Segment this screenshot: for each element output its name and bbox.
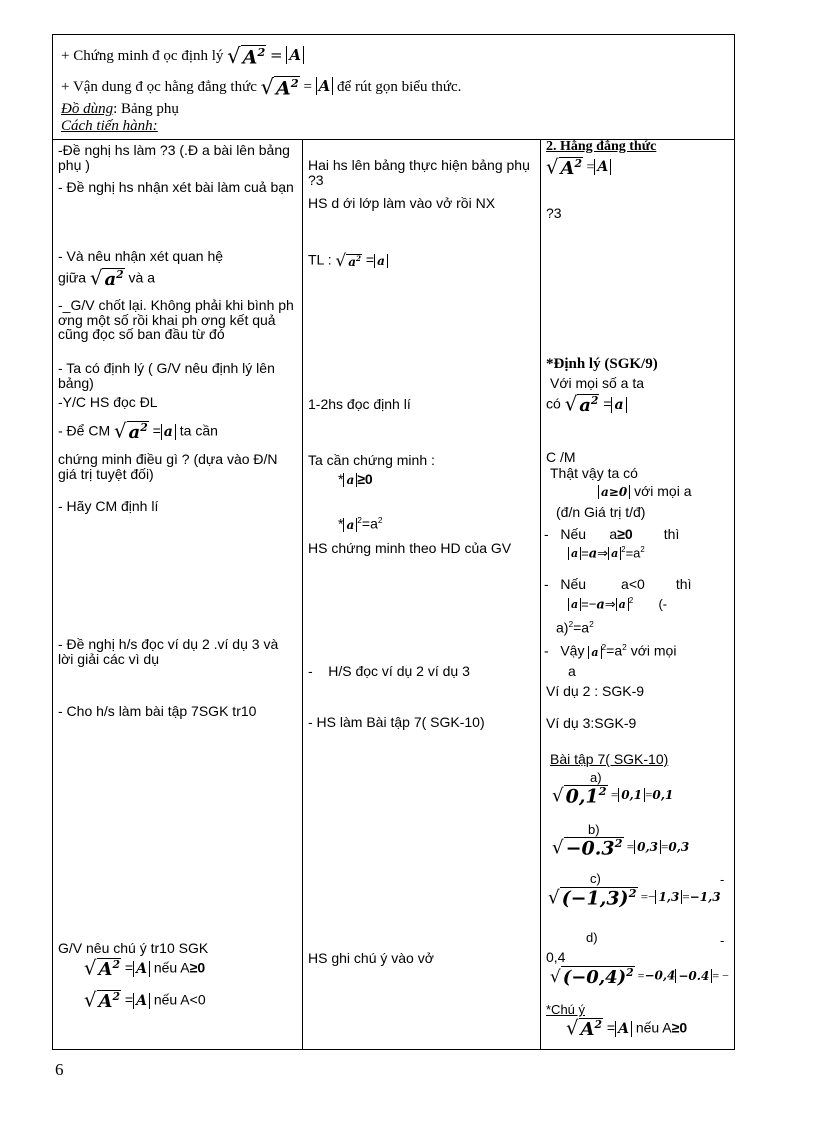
proof-text: (đ/n Giá trị t/đ) <box>556 504 646 520</box>
exercise-answer: √ $-0.3^2 = 0,3 =0,3$ <box>552 836 690 860</box>
proof-label: C /M <box>546 449 576 465</box>
note-formula: √ $A^2 = A$ nếu A≥0 <box>566 1016 688 1040</box>
theorem-formula: có √ $a^2 = a$ <box>546 394 627 416</box>
example-ref: Ví dụ 3:SGK-9 <box>546 715 637 731</box>
column-divider <box>302 139 303 1050</box>
teacher-step: -_G/V chốt lại. Không phải khi bình ph ơng một số rồi khai ph ơng kết quả cũng đọc số ban đầu từ đó <box>58 297 294 343</box>
sqrt-formula: √ $A^2$ <box>227 44 266 69</box>
tools-line: Đồ dùng: Bảng phụ <box>61 101 179 118</box>
student-step: * a $^2=a^2$ <box>338 515 383 532</box>
student-step: TL : √ $a^2 = a$ <box>308 252 388 270</box>
student-step: Hai hs lên bảng thực hiện bảng phụ ?3 <box>308 157 530 188</box>
page-number: 6 <box>55 1060 64 1079</box>
header-line-2: + Vận dung đ ọc hằng đẳng thức √ $A^2 = A$ để rút gọn biểu thức. <box>61 75 462 100</box>
proof-case: a =a⇒ a $^2=a^2$ <box>568 546 645 561</box>
teacher-step: -Y/C HS đọc ĐL <box>58 394 158 410</box>
student-step: - HS làm Bài tập 7( SGK-10) <box>308 714 485 730</box>
proof-case: - Nếu a≥0 thì <box>544 526 680 542</box>
theorem-text: Với mọi số a ta <box>550 375 644 391</box>
exercise-part: b) <box>588 822 600 837</box>
section-title: 2. Hằng đẳng thức <box>546 139 657 154</box>
proof-conclusion: a <box>568 663 576 679</box>
proof-case: a =−a⇒ a $^2$ (- <box>568 597 667 612</box>
example-ref: Ví dụ 2 : SGK-9 <box>546 683 645 699</box>
student-step: 1-2hs đọc định lí <box>308 396 411 412</box>
sqrt-formula: √ $A^2$ <box>260 75 299 100</box>
theorem-title: *Định lý (SGK/9) <box>546 356 658 372</box>
student-step: * a ≥0 <box>338 471 373 487</box>
note-formula: √ $A^2 = A$ nếu A≥0 <box>84 956 206 980</box>
teacher-step: giữa √ $a^2$ và a <box>58 266 155 290</box>
exercise-dash: - <box>720 933 725 948</box>
note-title: *Chú ý <box>546 1002 586 1017</box>
exercise-part: c) <box>590 871 601 886</box>
proof-case: $a)^2=a^2$ <box>556 619 594 636</box>
student-step: HS ghi chú ý vào vở <box>308 950 434 966</box>
exercise-dash: - <box>720 872 725 887</box>
student-step: HS chứng minh theo HD của GV <box>308 540 512 556</box>
teacher-step: - Để CM √ $a^2 = a$ ta cần <box>58 419 218 443</box>
exercise-answer: √ $(-1,3)^2 =- 1,3 =-1,3$ <box>548 886 721 910</box>
teacher-step: -Đề nghị hs làm ?3 (.Đ a bài lên bảng phụ ) <box>58 142 290 173</box>
note-formula: √ $A^2 = A$ nếu A<0 <box>84 988 206 1012</box>
method-label: Cách tiến hành: <box>61 117 158 134</box>
teacher-step: - Đề nghị hs nhận xét bài làm cuả bạn <box>58 179 294 195</box>
exercise-part: d) <box>586 930 598 945</box>
proof-case: - Nếu a<0 thì <box>544 576 692 592</box>
exercise-part: 0,4 <box>546 949 566 965</box>
teacher-step: - Cho h/s làm bài tập 7SGK tr10 <box>58 703 257 719</box>
header-line-1: + Chứng minh đ ọc định lý √ $A^2 = A$ <box>61 45 726 68</box>
exercise-part: a) <box>590 770 602 785</box>
lesson-header <box>53 35 734 139</box>
exercise-answer: √ $0,1^2 = 0,1 =0,1$ <box>552 784 674 808</box>
teacher-step: - Ta có định lý ( G/V nêu định lý lên bảng) <box>58 360 275 391</box>
teacher-step: G/V nêu chú ý tr10 SGK <box>58 940 209 956</box>
proof-text: Thật vậy ta có <box>550 465 638 481</box>
exercise-answer: √ $(-0,4)^2 =-0,4 -0.4$ = − <box>550 966 729 988</box>
exercise-title: Bài tập 7( SGK-10) <box>550 751 669 767</box>
column-divider <box>540 139 541 1050</box>
student-step: HS d ới lớp làm vào vở rồi NX <box>308 195 496 211</box>
student-step: - H/S đọc ví dụ 2 ví dụ 3 <box>308 663 470 679</box>
teacher-step: chứng minh điều gì ? (dựa vào Đ/N giá trị tuyệt đối) <box>58 451 278 482</box>
question-label: ?3 <box>546 205 562 221</box>
student-step: Ta cần chứng minh : <box>308 452 435 468</box>
proof-text: a≥0 với mọi a <box>598 484 692 499</box>
identity-formula: √ $A^2 = A$ <box>546 157 611 179</box>
teacher-step: - Hãy CM định lí <box>58 498 159 514</box>
proof-conclusion: - Vậy a $^2=a^2$ với mọi <box>544 642 677 659</box>
teacher-step: - Và nêu nhận xét quan hệ <box>58 248 224 264</box>
teacher-step: - Đề nghị h/s đọc ví dụ 2 .ví dụ 3 và lời giải các vì dụ <box>58 636 279 667</box>
